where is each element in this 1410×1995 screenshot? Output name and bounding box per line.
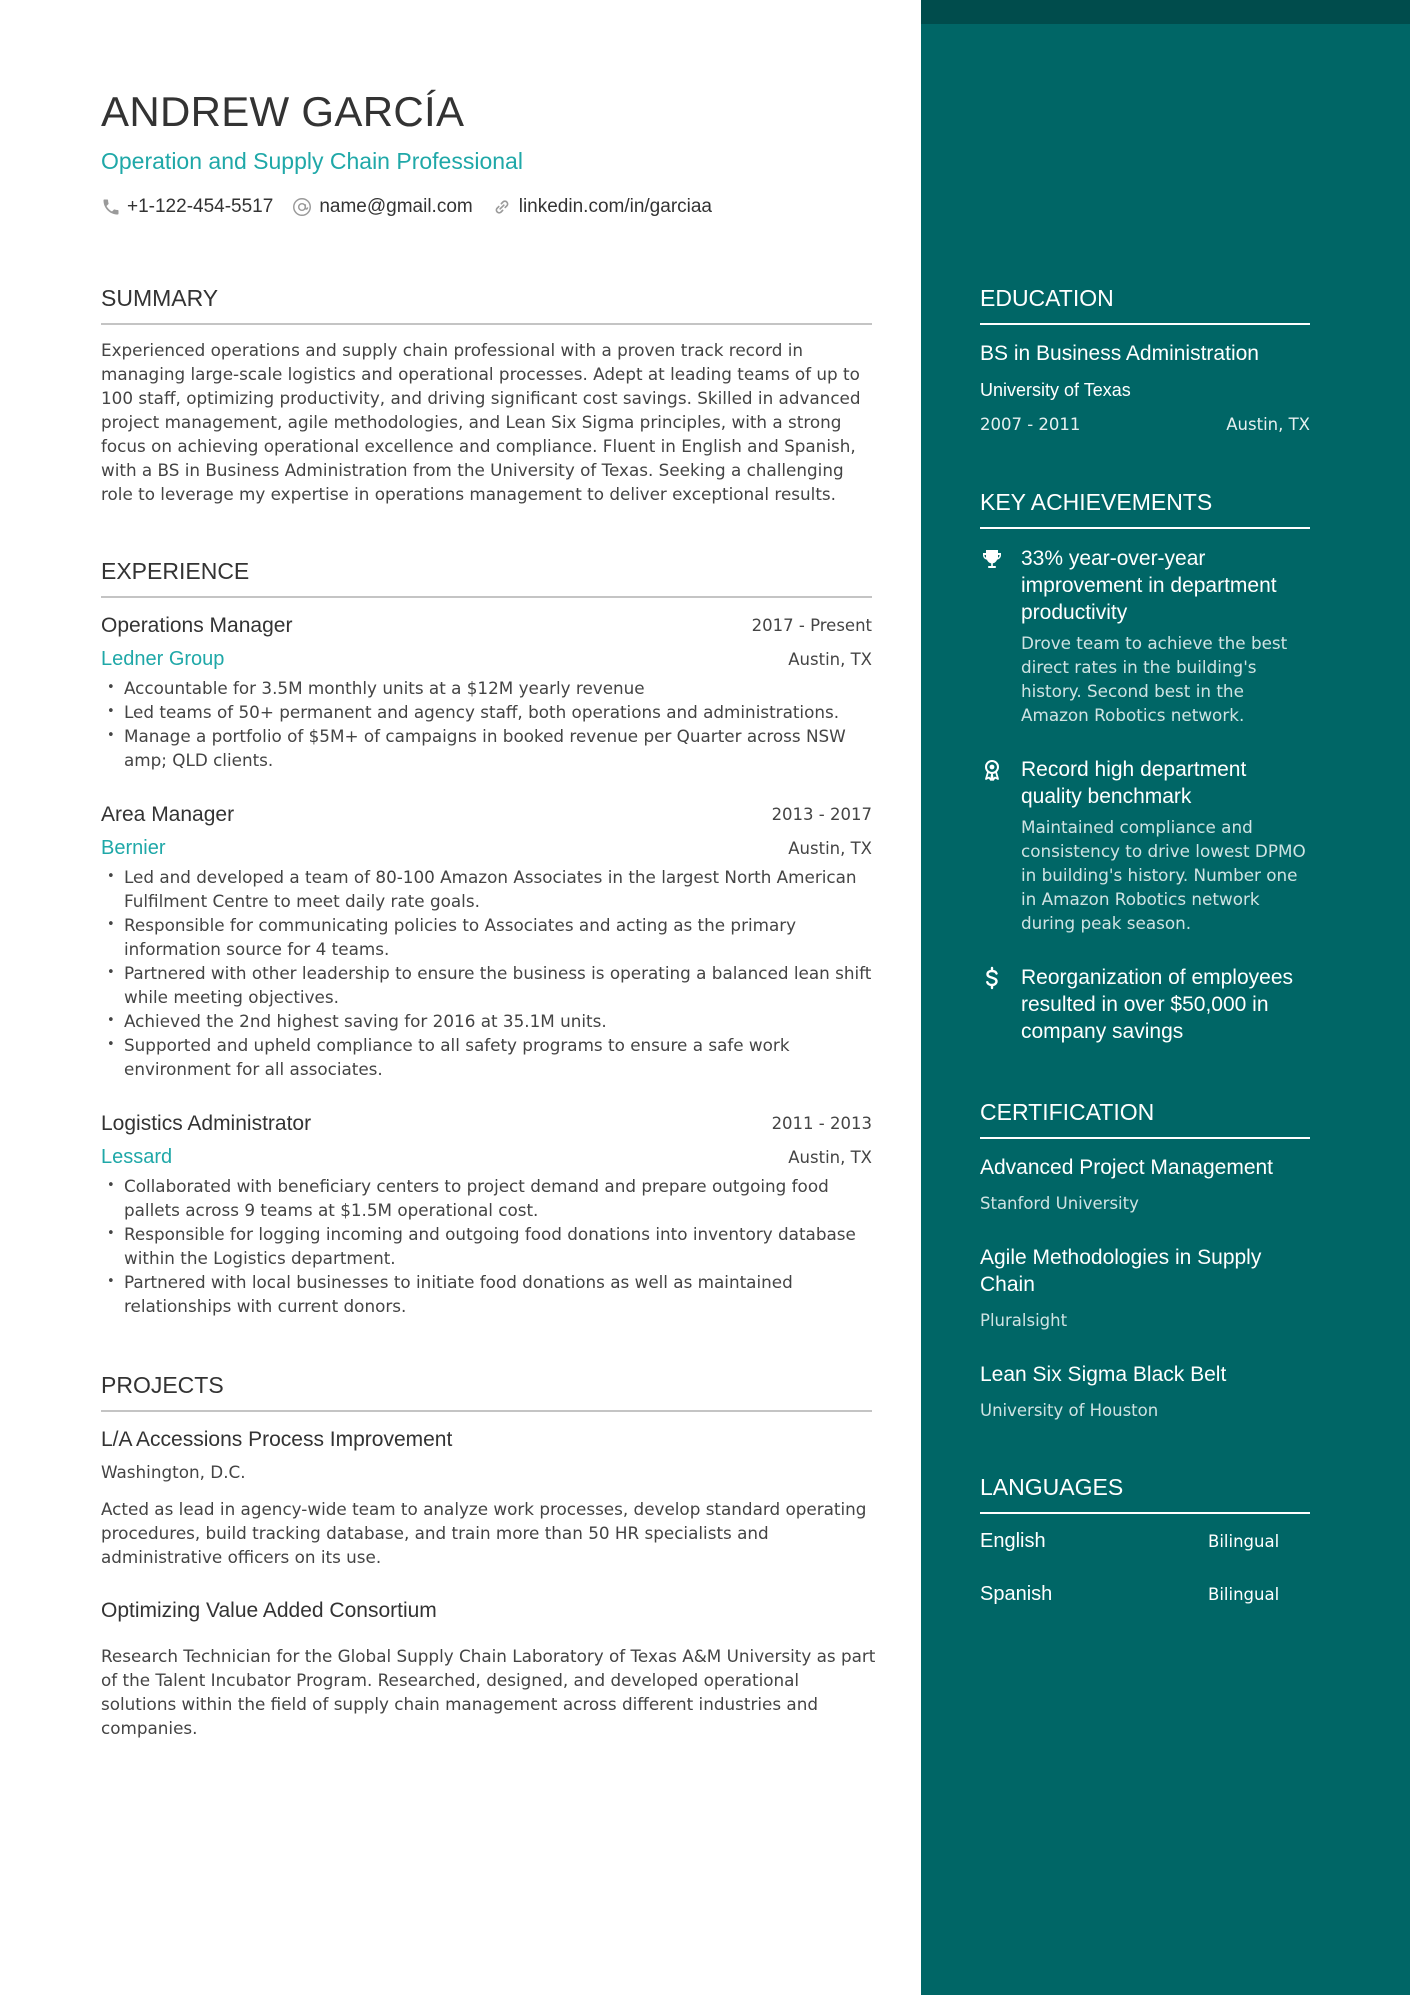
award-icon: [980, 758, 1004, 782]
list-item: • Responsible for logging incoming and outgoing food donations into inventory database within the Logistics department.: [101, 1222, 872, 1270]
summary-divider: [101, 323, 872, 325]
project-text: Research Technician for the Global Supply Chain Laboratory of Texas A&M University as part of the Talent Incubator Program. Researched, designed, and developed operational solutions within the field of supply chain management across different industries and companies.: [101, 1646, 876, 1738]
job-bullets: [101, 865, 872, 1081]
job-location: Austin, TX: [788, 839, 872, 858]
education-degree: BS in Business Administration: [980, 342, 1259, 365]
job-entry: [101, 803, 872, 1081]
achievement-title: Reorganization of employees resulted in over $50,000 in company savings: [1021, 966, 1293, 1043]
email-text: name@gmail.com: [319, 196, 473, 217]
job-location: Austin, TX: [788, 1148, 872, 1167]
job-title: Area Manager: [101, 803, 235, 826]
phone-text: +1-122-454-5517: [127, 196, 274, 217]
experience-divider: [101, 596, 872, 598]
job-bullets: [101, 1174, 872, 1318]
education-dates: 2007 - 2011: [980, 415, 1081, 434]
job-company: Bernier: [101, 837, 166, 859]
list-item: • Accountable for 3.5M monthly units at a $12M yearly revenue: [101, 676, 872, 700]
phone-icon: [101, 197, 121, 217]
list-item: • Led teams of 50+ permanent and agency staff, both operations and administrations.: [101, 700, 872, 724]
job-dates: 2011 - 2013: [771, 1114, 872, 1133]
job-title: Logistics Administrator: [101, 1112, 312, 1135]
job-bullets: [101, 676, 872, 772]
education-school: University of Texas: [980, 380, 1131, 400]
list-item: • Achieved the 2nd highest saving for 2016 at 35.1M units.: [101, 1009, 872, 1033]
job-dates: 2017 - Present: [751, 616, 872, 635]
candidate-name: ANDREW GARCÍA: [101, 88, 465, 135]
education-divider: [980, 323, 1310, 325]
job-title: Operations Manager: [101, 614, 293, 637]
achievement-title: Record high department quality benchmark: [1021, 758, 1247, 808]
achievement-text: Drove team to achieve the best direct rates in the building's history. Second best in the Amazon Robotics network.: [1021, 633, 1288, 725]
job-location: Austin, TX: [788, 650, 872, 669]
linkedin-text: linkedin.com/in/garciaa: [518, 196, 712, 217]
candidate-title: Operation and Supply Chain Professional: [101, 148, 523, 174]
achievement-text: Maintained compliance and consistency to drive lowest DPMO in building's history. Number one in Amazon Robotics network during peak season.: [1021, 817, 1306, 933]
projects-heading: PROJECTS: [101, 1372, 224, 1398]
certification-title: Agile Methodologies in Supply Chain: [980, 1246, 1262, 1296]
job-company: Ledner Group: [101, 648, 225, 670]
projects-divider: [101, 1410, 872, 1412]
certification-title: Lean Six Sigma Black Belt: [980, 1363, 1227, 1386]
job-company: Lessard: [101, 1146, 173, 1168]
at-icon: [291, 196, 313, 218]
job-dates: 2013 - 2017: [771, 805, 872, 824]
job-entry: [101, 614, 872, 772]
summary-heading: SUMMARY: [101, 285, 219, 311]
list-item: • Led and developed a team of 80-100 Amazon Associates in the largest North American Fulfilment Centre to meet daily rate goals.: [101, 865, 872, 913]
achievements-divider: [980, 527, 1310, 529]
contact-phone[interactable]: [101, 196, 273, 218]
language-level: Bilingual: [1208, 1585, 1280, 1604]
achievements-heading: KEY ACHIEVEMENTS: [980, 489, 1213, 515]
link-icon: [491, 196, 513, 218]
language-name: Spanish: [980, 1583, 1053, 1605]
languages-heading: LANGUAGES: [980, 1474, 1124, 1500]
certification-issuer: Stanford University: [980, 1194, 1139, 1213]
education-heading: EDUCATION: [980, 285, 1114, 311]
project-location: Washington, D.C.: [101, 1462, 246, 1482]
list-item: • Partnered with other leadership to ensure the business is operating a balanced lean shift while meeting objectives.: [101, 961, 872, 1009]
list-item: • Manage a portfolio of $5M+ of campaigns in booked revenue per Quarter across NSW amp; QLD clients.: [101, 724, 872, 772]
languages-divider: [980, 1512, 1310, 1514]
contact-email[interactable]: [291, 196, 472, 218]
language-name: English: [980, 1530, 1046, 1552]
list-item: • Partnered with local businesses to initiate food donations as well as maintained relationships with current donors.: [101, 1270, 872, 1318]
certification-heading: CERTIFICATION: [980, 1099, 1155, 1125]
contact-linkedin[interactable]: [491, 196, 712, 218]
list-item: • Responsible for communicating policies to Associates and acting as the primary information source for 4 teams.: [101, 913, 872, 961]
certification-title: Advanced Project Management: [980, 1156, 1274, 1179]
list-item: • Supported and upheld compliance to all safety programs to ensure a safe work environment for all associates.: [101, 1033, 872, 1081]
certification-issuer: University of Houston: [980, 1401, 1159, 1420]
experience-heading: EXPERIENCE: [101, 558, 250, 584]
trophy-icon: [980, 547, 1004, 571]
contact-row: [101, 196, 730, 218]
project-title: L/A Accessions Process Improvement: [101, 1428, 453, 1451]
sidebar-top-band: [921, 0, 1410, 24]
dollar-icon: [980, 966, 1004, 990]
language-level: Bilingual: [1208, 1532, 1280, 1551]
job-entry: [101, 1112, 872, 1318]
project-title: Optimizing Value Added Consortium: [101, 1599, 437, 1622]
achievement-item: [980, 756, 1310, 935]
sidebar: [921, 0, 1410, 1995]
summary-text: Experienced operations and supply chain professional with a proven track record in managing large-scale logistics and operational processes. Adept at leading teams of up to 100 staff, optimizing productivity, and driving significant cost savings. Skilled in advanced project management, agile methodologies, and Lean Six Sigma principles, with a strong focus on achieving operational excellence and compliance. Fluent in English and Spanish, with a BS in Business Administration from the University of Texas. Seeking a challenging role to leverage my expertise in operations management to deliver exceptional results.: [101, 340, 861, 504]
certification-issuer: Pluralsight: [980, 1311, 1068, 1330]
achievement-item: [980, 964, 1310, 1045]
achievement-item: [980, 545, 1310, 727]
certification-divider: [980, 1137, 1310, 1139]
list-item: • Collaborated with beneficiary centers to project demand and prepare outgoing food pallets across 9 teams at $1.5M operational cost.: [101, 1174, 872, 1222]
education-location: Austin, TX: [1226, 415, 1310, 434]
achievement-title: 33% year-over-year improvement in department productivity: [1021, 547, 1277, 624]
project-text: Acted as lead in agency-wide team to analyze work processes, develop standard operating procedures, build tracking database, and train more than 50 HR specialists and administrative officers on its use.: [101, 1499, 867, 1567]
